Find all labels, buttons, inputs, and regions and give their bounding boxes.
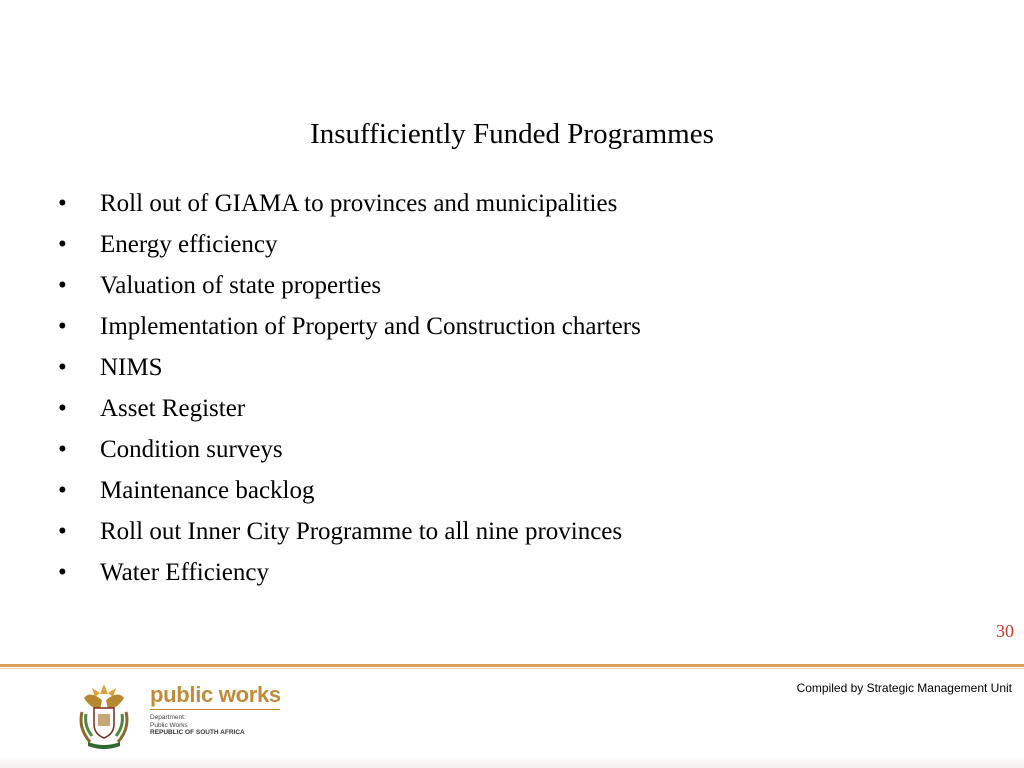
list-item (58, 183, 641, 224)
logo-department-label: Department: (150, 714, 186, 721)
bullet-dot: • (58, 313, 67, 340)
logo-text (150, 682, 281, 737)
bottom-strip (0, 756, 1024, 768)
list-item (58, 511, 641, 552)
bullet-dot: • (58, 354, 67, 381)
list-item-text: Condition surveys (100, 436, 283, 463)
footer-divider-thin (0, 668, 1024, 669)
list-item-text: Maintenance backlog (100, 477, 315, 504)
bullet-dot: • (58, 436, 67, 463)
logo-country: REPUBLIC OF SOUTH AFRICA (150, 729, 245, 736)
bullet-dot: • (58, 395, 67, 422)
logo-underline (150, 709, 280, 710)
list-item-text: Roll out of GIAMA to provinces and municipalities (100, 190, 618, 217)
compiled-by-text: Compiled by Strategic Management Unit (796, 681, 1012, 695)
logo-department-name: Public Works (150, 721, 188, 729)
page-number: 30 (996, 621, 1014, 641)
list-item (58, 265, 641, 306)
public-works-logo (76, 680, 286, 752)
footer-divider (0, 664, 1024, 667)
coat-of-arms-icon (76, 680, 132, 750)
list-item-text: Asset Register (100, 395, 246, 422)
list-item-text: Implementation of Property and Construction charters (100, 313, 641, 340)
bullet-dot: • (58, 272, 67, 299)
list-item-text: Water Efficiency (100, 559, 269, 586)
bullet-dot: • (58, 190, 67, 217)
slide-title: Insufficiently Funded Programmes (310, 118, 714, 150)
bullet-dot: • (58, 518, 67, 545)
list-item (58, 470, 641, 511)
list-item-text: Roll out Inner City Programme to all nine provinces (100, 518, 623, 545)
list-item (58, 388, 641, 429)
bullet-dot: • (58, 231, 67, 258)
list-item (58, 347, 641, 388)
list-item-text: Valuation of state properties (100, 272, 382, 299)
list-item-text: Energy efficiency (100, 231, 278, 258)
bullet-dot: • (58, 559, 67, 586)
bullet-dot: • (58, 477, 67, 504)
list-item (58, 429, 641, 470)
bullet-list (58, 183, 641, 593)
list-item-text: NIMS (100, 354, 163, 381)
logo-title: public works (150, 682, 281, 707)
list-item (58, 224, 641, 265)
list-item (58, 306, 641, 347)
list-item (58, 552, 641, 593)
